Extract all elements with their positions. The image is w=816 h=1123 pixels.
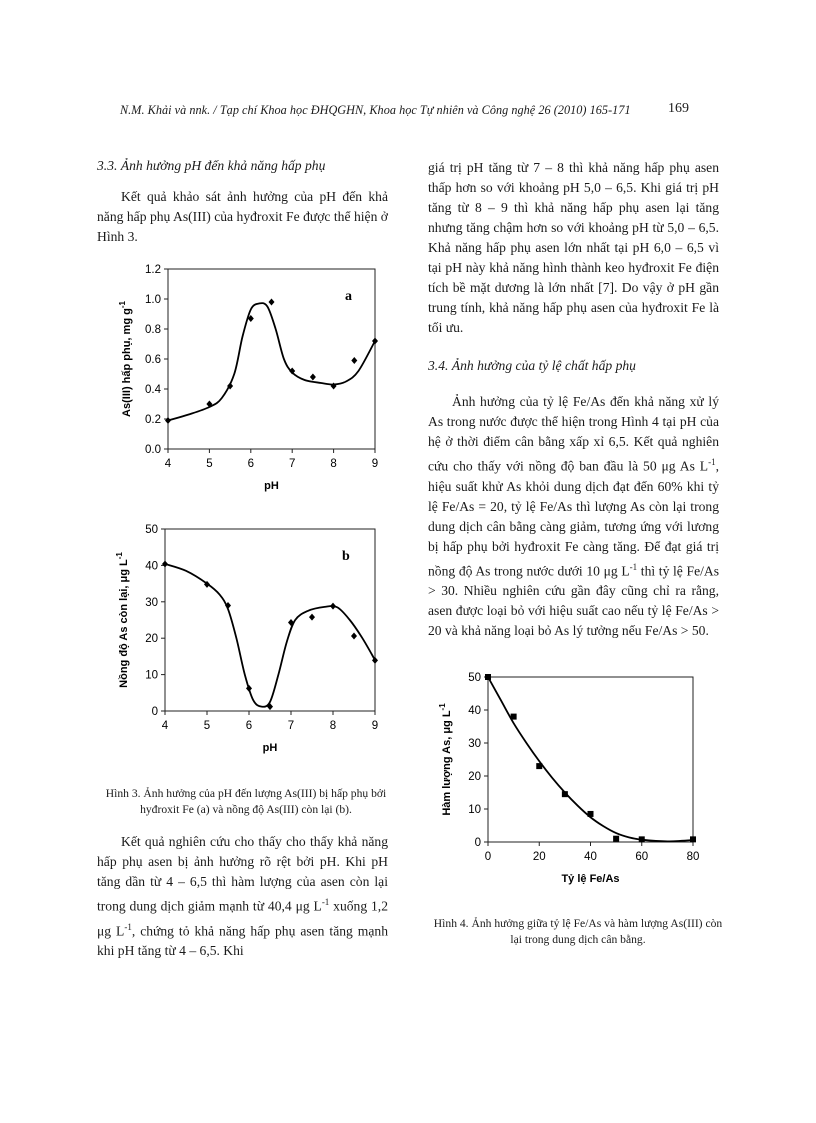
data-point <box>165 417 171 424</box>
y-axis-label-main: As(III) hấp phụ, mg g <box>121 308 133 417</box>
x-tick-label: 8 <box>329 720 337 732</box>
x-tick-label: 60 <box>635 851 649 863</box>
data-point <box>246 685 252 692</box>
figure-3-caption: Hình 3. Ảnh hưởng của pH đến lượng As(III) bị hấp phụ bởi hyđroxit Fe (a) và nồng độ As(III) còn lại (b). <box>105 787 387 816</box>
y-tick-label: 30 <box>145 596 158 609</box>
x-tick-label: 5 <box>203 720 211 732</box>
data-point <box>310 374 316 381</box>
y-axis-label <box>115 552 130 688</box>
x-tick-label: 7 <box>287 720 295 732</box>
page-number: 169 <box>668 101 689 116</box>
y-tick-label: 0.0 <box>145 444 161 456</box>
running-header: N.M. Khải và nnk. / Tạp chí Khoa học ĐHQGHN, Khoa học Tự nhiên và Công nghệ 26 (2010) 165-171 <box>120 103 631 117</box>
x-tick-label: 0 <box>484 851 492 863</box>
data-point <box>536 763 542 769</box>
data-point <box>613 836 619 842</box>
y-tick-label: 10 <box>468 804 481 816</box>
y-tick-label: 10 <box>145 669 158 682</box>
fe-as-text-2: , hiệu suất khử As khỏi dung dịch đạt đến 60% khi tỷ lệ Fe/As = 20, tỷ lệ Fe/As thì lượng As còn lại trong dung dịch cân bằng càng giảm, tương ứng với lương bị hấp phụ bởi hyđroxit Fe càng tăng. Để đạt giá trị nồng độ As trong nước dưới 10 μg L <box>428 458 719 579</box>
y-tick-label: 20 <box>468 771 481 783</box>
x-tick-label: 7 <box>288 458 296 470</box>
y-tick-label: 0.6 <box>145 354 161 366</box>
y-axis-label-main: Nồng độ As còn lại, μg L <box>118 559 130 688</box>
y-tick-label: 0.2 <box>145 414 161 426</box>
sup-text: -1 <box>629 561 638 572</box>
y-axis-label <box>438 703 453 816</box>
panel-label-a: a <box>345 289 352 304</box>
x-axis-label: pH <box>262 742 278 754</box>
result-text-a: Kết quả nghiên cứu cho thấy cho thấy khả năng hấp phụ asen bị ảnh hưởng rõ rệt bởi pH. Khi pH tăng dần từ 4 – 6,5 thì hàm lượng của asen còn lại trong dung dịch giảm mạnh từ 40,4 <box>97 834 388 914</box>
data-point <box>639 836 645 842</box>
x-tick-label: 9 <box>371 458 379 470</box>
data-point <box>269 299 275 306</box>
y-tick-label: 0 <box>474 837 481 849</box>
x-tick-label: 8 <box>330 458 337 470</box>
section-heading-3-3: 3.3. Ảnh hưởng pH đến khả năng hấp phụ <box>97 158 326 173</box>
sup-text: -1 <box>708 457 716 467</box>
y-axis-label-main: Hàm lượng As, μg L <box>441 710 453 816</box>
data-point <box>562 791 568 797</box>
y-tick-label: 50 <box>145 524 158 536</box>
sup-text: -1 <box>124 921 132 932</box>
intro-paragraph: Kết quả khảo sát ảnh hưởng của pH đến khả năng hấp phụ As(III) của hyđroxit Fe được thể hiện ở Hình 3. <box>97 189 388 244</box>
sup-text: -1 <box>321 897 330 907</box>
y-tick-label: 20 <box>145 633 158 646</box>
y-tick-label: 1.2 <box>145 264 161 276</box>
data-point <box>330 603 336 610</box>
panel-label-b: b <box>342 549 350 564</box>
section-heading-3-4: 3.4. Ảnh hưởng của tỷ lệ chất hấp phụ <box>428 358 636 373</box>
data-point <box>511 714 517 720</box>
continued-paragraph: giá trị pH tăng từ 7 – 8 thì khả năng hấp phụ asen thấp hơn so với khoảng pH 5,0 – 6,5. Khi giá trị pH tăng từ 8 – 9 thì khả năng hấp phụ asen lại tăng nhưng tăng chậm hơn so với khoảng pH từ 5,0 – 6,5. Khả năng hấp phụ asen lớn nhất tại pH 6,0 – 6,5 vì tại pH này khả năng hình thành keo hyđroxit Fe điện tích bề mặt dương là lớn nhất [7]. Do vậy ở pH gần trung tính, khả năng hấp phụ asen của hyđroxit Fe là tối ưu. <box>428 160 719 335</box>
y-tick-label: 1.0 <box>145 294 161 306</box>
figure-4-caption: Hình 4. Ảnh hưởng giữa tỷ lệ Fe/As và hàm lượng As(III) còn lại trong dung dịch cân bằng. <box>433 917 723 946</box>
data-point <box>351 633 357 640</box>
y-axis-label <box>118 301 133 417</box>
data-point <box>485 674 491 680</box>
x-tick-label: 5 <box>206 458 213 470</box>
x-tick-label: 9 <box>371 720 379 732</box>
figure-3a-chart <box>110 260 390 510</box>
fe-as-text-3: thì tỷ lệ Fe/As > 30. Nhiều nghiên cứu gần đây cũng chỉ ra rằng, asen được loại bỏ với hiệu suất cao nếu tỷ lệ Fe/As > 20 và khả năng loại bỏ As lý tưởng nếu Fe/As > 50. <box>428 563 719 639</box>
result-text-b: , chứng tỏ khả năng hấp phụ asen tăng mạnh khi pH tăng từ 4 – 6,5. Khi <box>97 923 388 959</box>
x-tick-label: 6 <box>247 458 255 470</box>
result-paragraph <box>97 832 388 961</box>
figure-3b-chart <box>110 520 390 760</box>
x-tick-label: 4 <box>161 720 169 732</box>
y-axis-label-sup: -1 <box>118 301 127 309</box>
data-point <box>588 811 594 817</box>
fe-as-paragraph <box>428 392 719 641</box>
fe-as-text-1: Ảnh hưởng của tỷ lệ Fe/As đến khả năng xử lý As trong nước được thể hiện trong Hình 4 tại pH của hệ ở thời điểm cân bằng xấp xỉ 6,5. Kết quả nghiên cứu cho thấy với nồng độ ban đầu là 50 μg As L <box>428 394 719 474</box>
x-axis-label: Tỷ lệ Fe/As <box>561 873 620 885</box>
y-tick-label: 0.8 <box>145 324 161 336</box>
x-tick-label: 40 <box>584 851 597 863</box>
y-tick-label: 0 <box>151 706 158 718</box>
data-point <box>162 560 168 567</box>
x-tick-label: 80 <box>686 851 700 863</box>
fit-curve <box>168 303 375 420</box>
data-point <box>351 357 357 364</box>
y-axis-label-sup: -1 <box>115 552 124 560</box>
x-tick-label: 4 <box>164 458 172 470</box>
y-tick-label: 30 <box>468 738 481 750</box>
x-tick-label: 6 <box>245 720 253 732</box>
result-text-mid: xuống 1,2 μg L <box>97 898 388 939</box>
fit-curve <box>165 564 375 707</box>
figure-4-chart <box>440 668 720 898</box>
x-axis-label: pH <box>264 480 279 492</box>
plot-frame <box>168 269 375 449</box>
y-axis-label-sup: -1 <box>438 703 447 711</box>
data-point <box>309 614 315 621</box>
y-tick-label: 0.4 <box>145 384 161 396</box>
y-tick-label: 40 <box>145 560 158 573</box>
y-tick-label: 40 <box>468 705 481 717</box>
x-tick-label: 20 <box>532 851 546 863</box>
data-point <box>690 836 696 842</box>
y-tick-label: 50 <box>468 672 481 684</box>
unit-text: μg L <box>295 898 322 914</box>
